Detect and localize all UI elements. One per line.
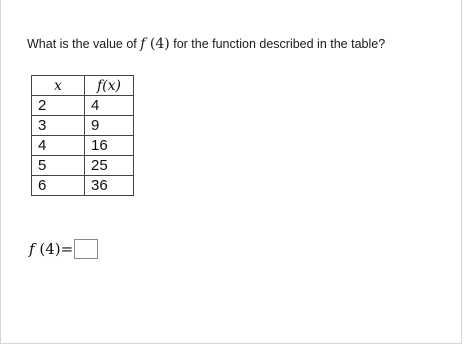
cell-fx: 9 — [85, 116, 134, 136]
table-row — [32, 136, 134, 156]
header-fx: f(x) — [85, 76, 134, 96]
question-arg: (4) — [149, 36, 170, 52]
function-table — [31, 75, 134, 196]
cell-fx: 36 — [85, 176, 134, 196]
cell-x: 3 — [32, 116, 85, 136]
answer-input[interactable] — [74, 239, 98, 259]
answer-arg: (4) — [39, 240, 61, 258]
question-func: f — [140, 36, 146, 52]
answer-equals: = — [60, 240, 74, 258]
table-row — [32, 96, 134, 116]
cell-x: 2 — [32, 96, 85, 116]
cell-fx: 25 — [85, 156, 134, 176]
cell-fx: 16 — [85, 136, 134, 156]
cell-x: 6 — [32, 176, 85, 196]
header-x: x — [32, 76, 85, 96]
question-suffix: for the function described in the table? — [169, 37, 386, 51]
question-prefix: What is the value of — [27, 37, 141, 51]
table-row — [32, 156, 134, 176]
question-math — [140, 36, 169, 52]
table-row — [32, 116, 134, 136]
table-header-row — [32, 76, 134, 96]
question-text — [27, 36, 385, 52]
answer-func: f — [29, 240, 35, 258]
cell-fx: 4 — [85, 96, 134, 116]
cell-x: 4 — [32, 136, 85, 156]
table-row — [32, 176, 134, 196]
cell-x: 5 — [32, 156, 85, 176]
answer-row — [29, 239, 98, 259]
